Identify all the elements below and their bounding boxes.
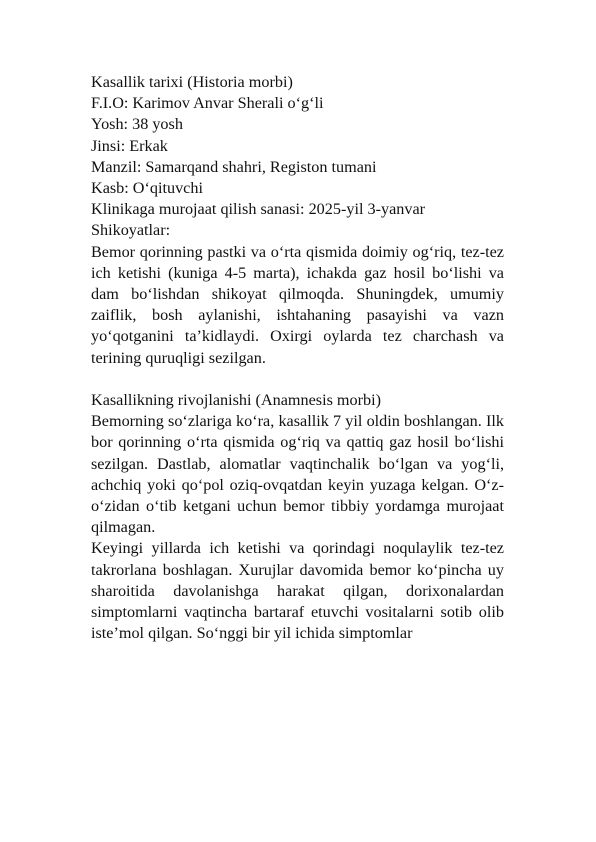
patient-age: Yosh: 38 yosh xyxy=(91,115,183,134)
patient-sex: Jinsi: Erkak xyxy=(91,136,168,155)
complaints-heading: Shikoyatlar: xyxy=(91,221,171,240)
document-page xyxy=(91,72,504,644)
document-title: Kasallik tarixi (Historia morbi) xyxy=(91,73,293,91)
patient-occupation: Kasb: O‘qituvchi xyxy=(91,179,203,198)
anamnesis-paragraph-1: Bemorning so‘zlariga ko‘ra, kasallik 7 yil oldin boshlangan. Ilk bor qorinning o‘rta qismida og‘riq va qattiq gaz hosil bo‘lishi sezilgan. Dastlab, alomatlar vaqtinchalik bo‘lgan va yog‘li, achchiq yoki qo‘pol oziq-ovqatdan keyin yuzaga kelgan. O‘z-o‘zidan o‘tib ketgani uchun bemor tibbiy yordamga murojaat qilmagan. xyxy=(91,412,504,537)
paragraph-gap xyxy=(91,369,504,390)
visit-date: Klinikaga murojaat qilish sanasi: 2025-yil 3-yanvar xyxy=(91,200,426,219)
patient-name: F.I.O: Karimov Anvar Sherali o‘g‘li xyxy=(91,94,324,113)
anamnesis-heading: Kasallikning rivojlanishi (Anamnesis morbi) xyxy=(91,391,381,410)
patient-address: Manzil: Samarqand shahri, Registon tumani xyxy=(91,157,377,176)
complaints-text: Bemor qorinning pastki va o‘rta qismida doimiy og‘riq, tez-tez ich ketishi (kuniga 4-5 marta), ichakda gaz hosil bo‘lishi va dam bo‘lishdan shikoyat qilmoqda. Shuningdek, umumiy zaiflik, bosh aylanishi, ishtahaning pasayishi va vazn yo‘qotganini ta’kidlaydi. Oxirgi oylarda tez charchash va terining quruqligi sezilgan. xyxy=(91,242,504,367)
anamnesis-paragraph-2: Keyingi yillarda ich ketishi va qorindagi noqulaylik tez-tez takrorlana boshlagan. Xurujlar davomida bemor ko‘pincha uy sharoitida davolanishga harakat qilgan, dorixonalardan simptomlarni vaqtincha bartaraf etuvchi vositalarni sotib olib iste’mol qilgan. So‘nggi bir yil ichida simptomlar xyxy=(91,539,504,643)
